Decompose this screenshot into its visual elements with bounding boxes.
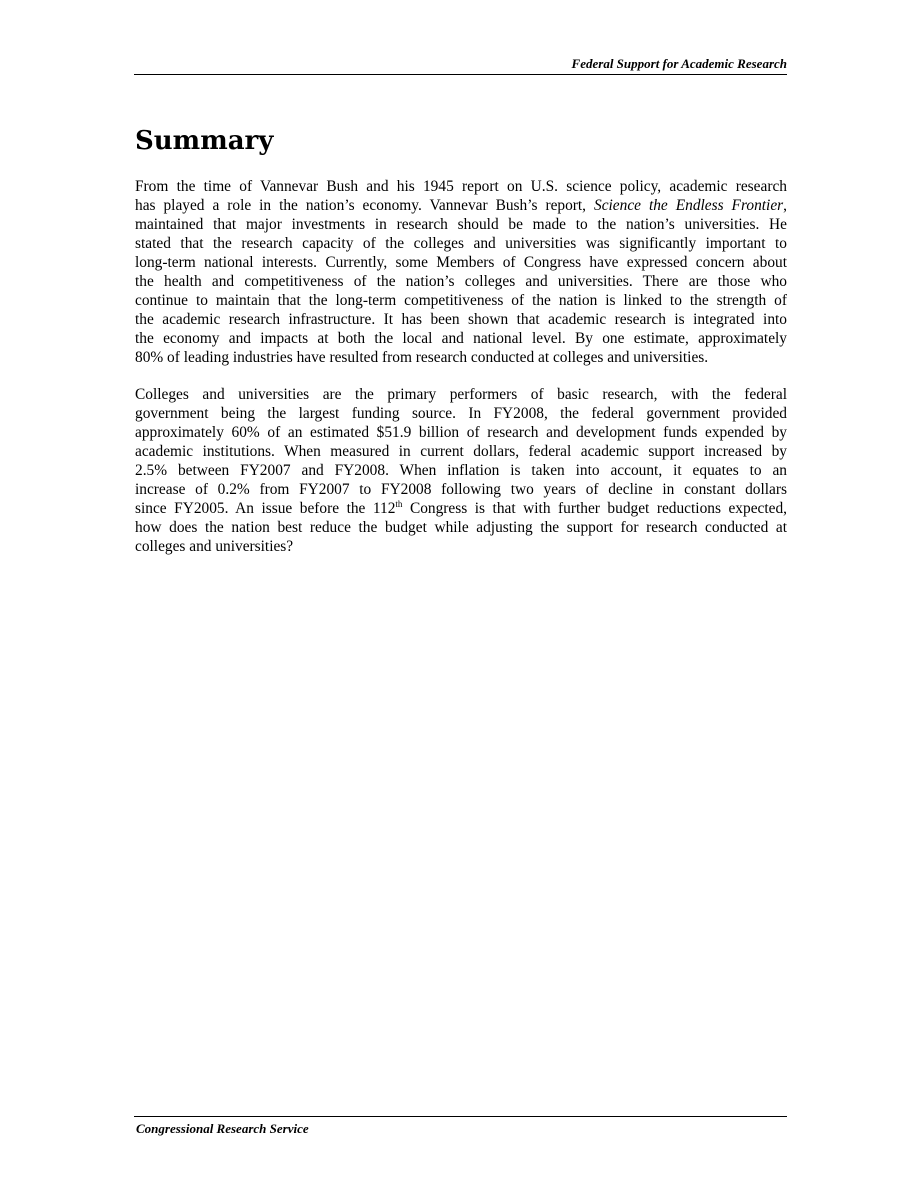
ordinal-superscript: th [395,499,403,509]
paragraph-line: approximately 60% of an estimated $51.9 billion of research and development funds expended by [135,424,787,441]
paragraph-line: the economy and impacts at both the local and national level. By one estimate, approximately [135,330,787,347]
summary-paragraph-2 [135,385,787,556]
paragraph-line: maintained that major investments in research should be made to the nation’s universities. He [135,216,787,233]
section-title: Summary [135,126,274,156]
line-text: Congress is that with further budget reductions expected, [402,500,788,517]
report-title: Science the Endless Frontier [594,197,784,214]
paragraph-line: 2.5% between FY2007 and FY2008. When inflation is taken into account, it equates to an [135,462,787,479]
running-footer: Congressional Research Service [136,1121,309,1136]
paragraph-line: the academic research infrastructure. It has been shown that academic research is integrated into [135,311,787,328]
paragraph-line [135,196,787,215]
paragraph-line: academic institutions. When measured in current dollars, federal academic support increased by [135,443,787,460]
header-rule [134,74,787,75]
summary-paragraph-1 [135,177,787,367]
paragraph-line [135,499,787,518]
paragraph-line: the health and competitiveness of the nation’s colleges and universities. There are those who [135,273,787,290]
running-header: Federal Support for Academic Research [571,56,787,71]
paragraph-line: colleges and universities? [135,538,294,555]
paragraph-line: long-term national interests. Currently, some Members of Congress have expressed concern about [135,254,787,271]
paragraph-line: From the time of Vannevar Bush and his 1945 report on U.S. science policy, academic research [135,178,787,195]
footer-rule [134,1116,787,1117]
paragraph-line: how does the nation best reduce the budget while adjusting the support for research conducted at [135,519,787,536]
paragraph-line: government being the largest funding source. In FY2008, the federal government provided [135,405,787,422]
paragraph-line: stated that the research capacity of the colleges and universities was significantly important to [135,235,787,252]
line-text: since FY2005. An issue before the 112 [135,500,396,517]
paragraph-line: Colleges and universities are the primary performers of basic research, with the federal [135,386,787,403]
paragraph-line: continue to maintain that the long-term competitiveness of the nation is linked to the strength of [135,292,787,309]
paragraph-line: increase of 0.2% from FY2007 to FY2008 following two years of decline in constant dollars [135,481,787,498]
line-text: , [783,197,788,214]
line-text: has played a role in the nation’s economy. Vannevar Bush’s report, [135,197,594,214]
paragraph-line: 80% of leading industries have resulted from research conducted at colleges and universities. [135,349,709,366]
